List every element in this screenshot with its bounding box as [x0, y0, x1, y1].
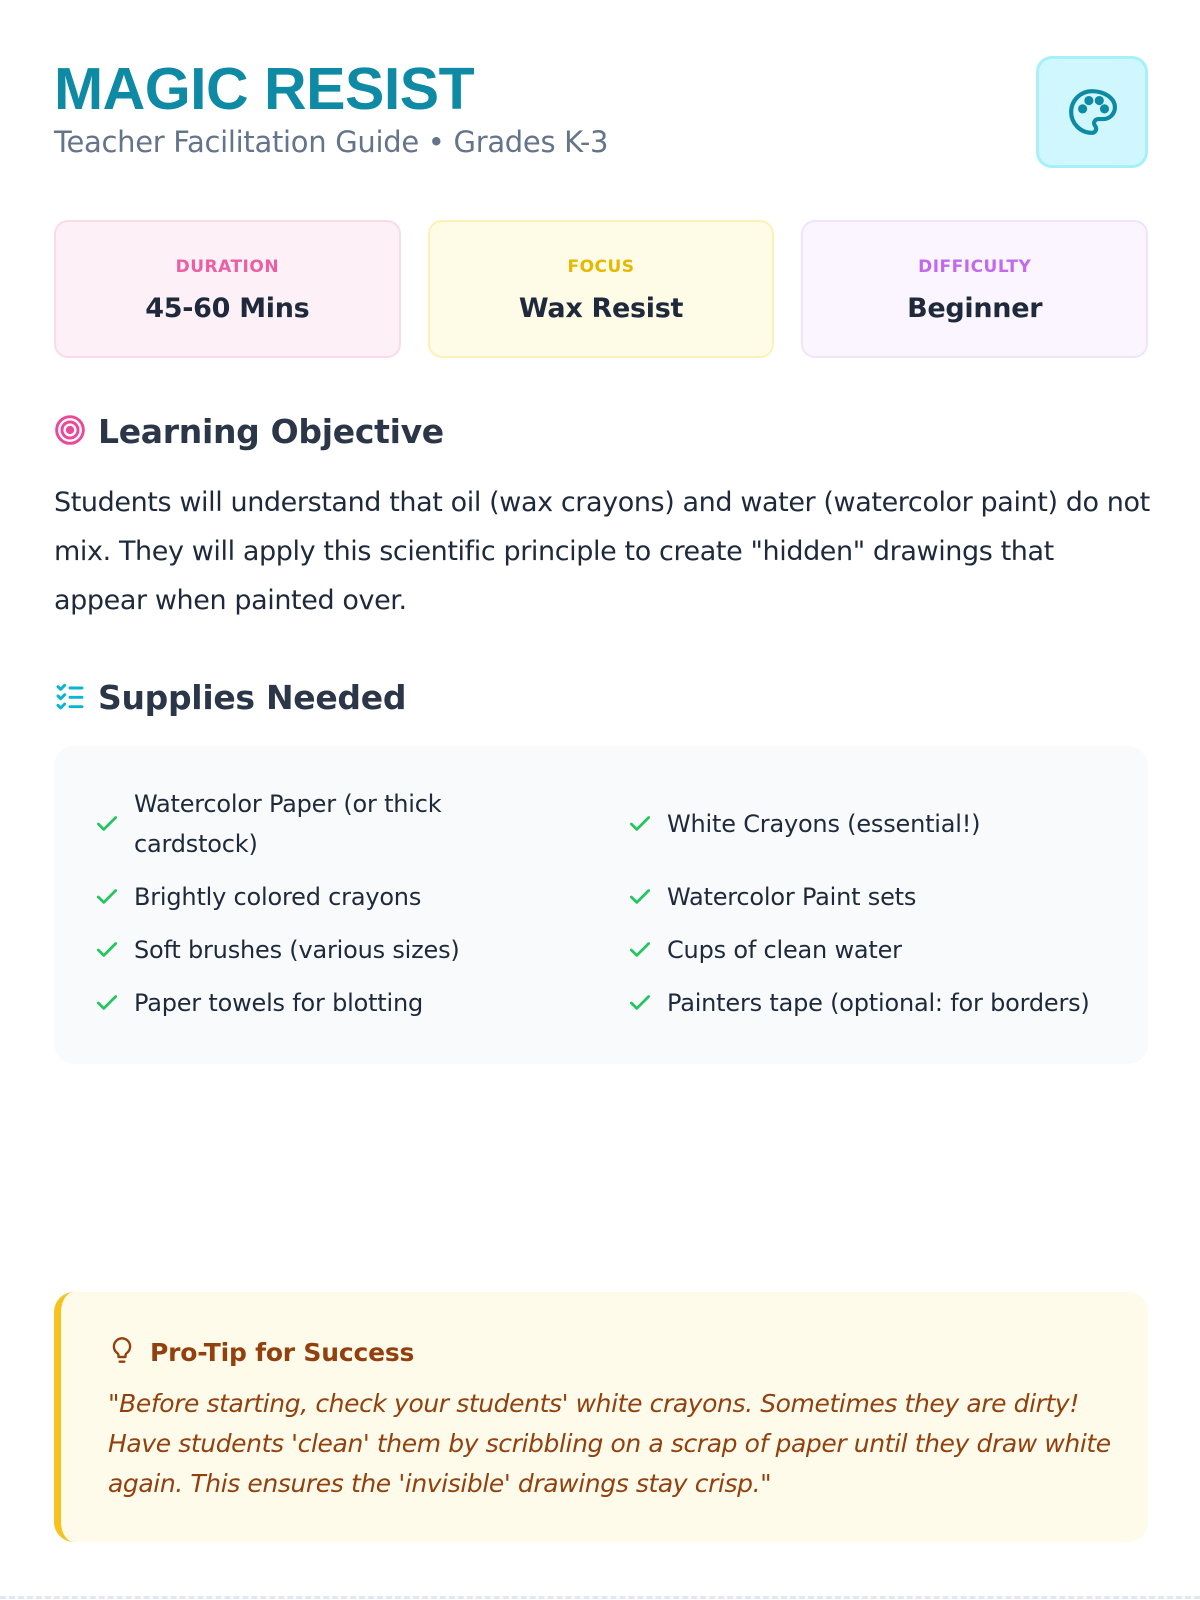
page-header [54, 56, 1148, 168]
list-item [94, 930, 594, 970]
palette-icon [1036, 56, 1148, 168]
check-icon [94, 884, 120, 910]
list-item [627, 804, 1127, 844]
stat-label: FOCUS [567, 256, 635, 277]
stats-row [54, 220, 1148, 358]
supplies-list [54, 746, 1148, 1064]
section-title: Supplies Needed [98, 678, 407, 717]
check-icon [627, 884, 653, 910]
check-icon [627, 990, 653, 1016]
stat-card-duration [54, 220, 401, 358]
list-item [627, 877, 1127, 917]
list-item [94, 784, 494, 864]
checklist-icon [54, 680, 86, 716]
stat-value: Beginner [907, 292, 1043, 324]
check-icon [627, 811, 653, 837]
list-item-label: Soft brushes (various sizes) [134, 936, 460, 964]
check-icon [94, 811, 120, 837]
objective-text: Students will understand that oil (wax crayons) and water (watercolor paint) do not mix. They will apply this scientific principle to create "hidden" drawings that appear when painted over. [54, 487, 1150, 616]
list-item-label: Watercolor Paint sets [667, 883, 917, 911]
target-icon [54, 414, 86, 450]
stat-label: DURATION [175, 256, 280, 277]
stat-card-difficulty [801, 220, 1148, 358]
list-item-label: Cups of clean water [667, 936, 902, 964]
check-icon [627, 937, 653, 963]
page-title: MAGIC RESIST [54, 56, 475, 122]
tip-title: Pro-Tip for Success [150, 1337, 415, 1367]
check-icon [94, 937, 120, 963]
check-icon [94, 990, 120, 1016]
list-item-label: Brightly colored crayons [134, 883, 422, 911]
lightbulb-icon [108, 1334, 136, 1370]
list-item-label: White Crayons (essential!) [667, 810, 981, 838]
page-divider [0, 1596, 1200, 1599]
page-subtitle: Teacher Facilitation Guide • Grades K-3 [54, 125, 609, 159]
stat-value: Wax Resist [518, 292, 684, 324]
list-item [94, 877, 594, 917]
tip-heading [108, 1334, 414, 1370]
pro-tip-callout [54, 1292, 1148, 1542]
tip-text: "Before starting, check your students' white crayons. Sometimes they are dirty! Have students 'clean' them by scribbling on a scrap of paper until they draw white again. This ensures the 'invisible' drawings stay crisp." [108, 1389, 1111, 1498]
supplies-heading [54, 678, 406, 717]
list-item [627, 930, 1127, 970]
objective-heading [54, 412, 444, 451]
section-title: Learning Objective [98, 412, 444, 451]
list-item [94, 983, 594, 1023]
stat-value: 45-60 Mins [145, 292, 310, 324]
list-item-label: Paper towels for blotting [134, 989, 424, 1017]
list-item-label: Watercolor Paper (or thick cardstock) [134, 790, 442, 858]
stat-card-focus [428, 220, 775, 358]
list-item-label: Painters tape (optional: for borders) [667, 989, 1090, 1017]
stat-label: DIFFICULTY [918, 256, 1032, 277]
list-item [627, 983, 1137, 1023]
